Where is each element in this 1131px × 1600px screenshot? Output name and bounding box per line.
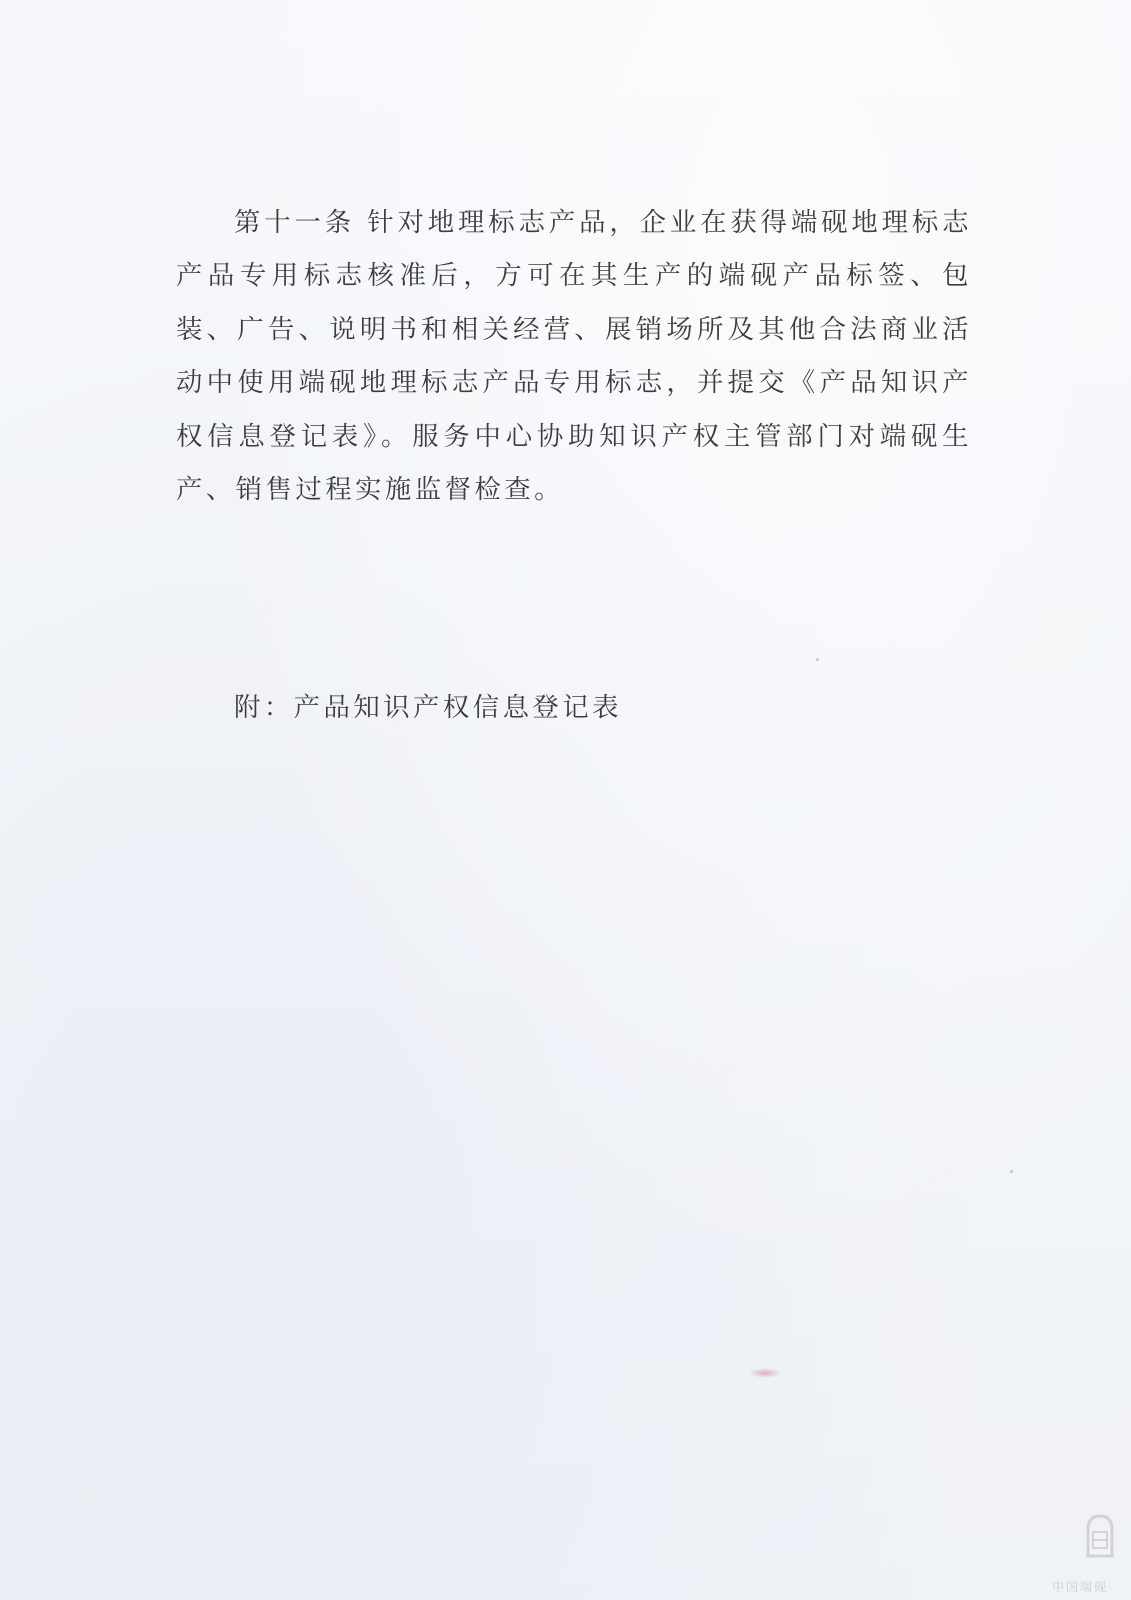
paper-speck [816, 658, 819, 661]
red-ink-smudge [748, 1368, 782, 1378]
attachment-line: 附：产品知识产权信息登记表 [234, 692, 622, 723]
paper-speck [1010, 1170, 1013, 1173]
article-eleven-paragraph: 第十一条 针对地理标志产品，企业在获得端砚地理标志产品专用标志核准后，方可在其生产的端砚产品标签、包装、广告、说明书和相关经营、展销场所及其他合法商业活动中使用端砚地理标志产品专用标志，并提交《产品知识产权信息登记表》。服务中心协助知识产权主管部门对端砚生产、销售过程实施监督检查。 [176, 207, 972, 506]
watermark-caption: 中国端砚 [1052, 1580, 1109, 1594]
ink-stone-logo-icon [1082, 1512, 1118, 1560]
